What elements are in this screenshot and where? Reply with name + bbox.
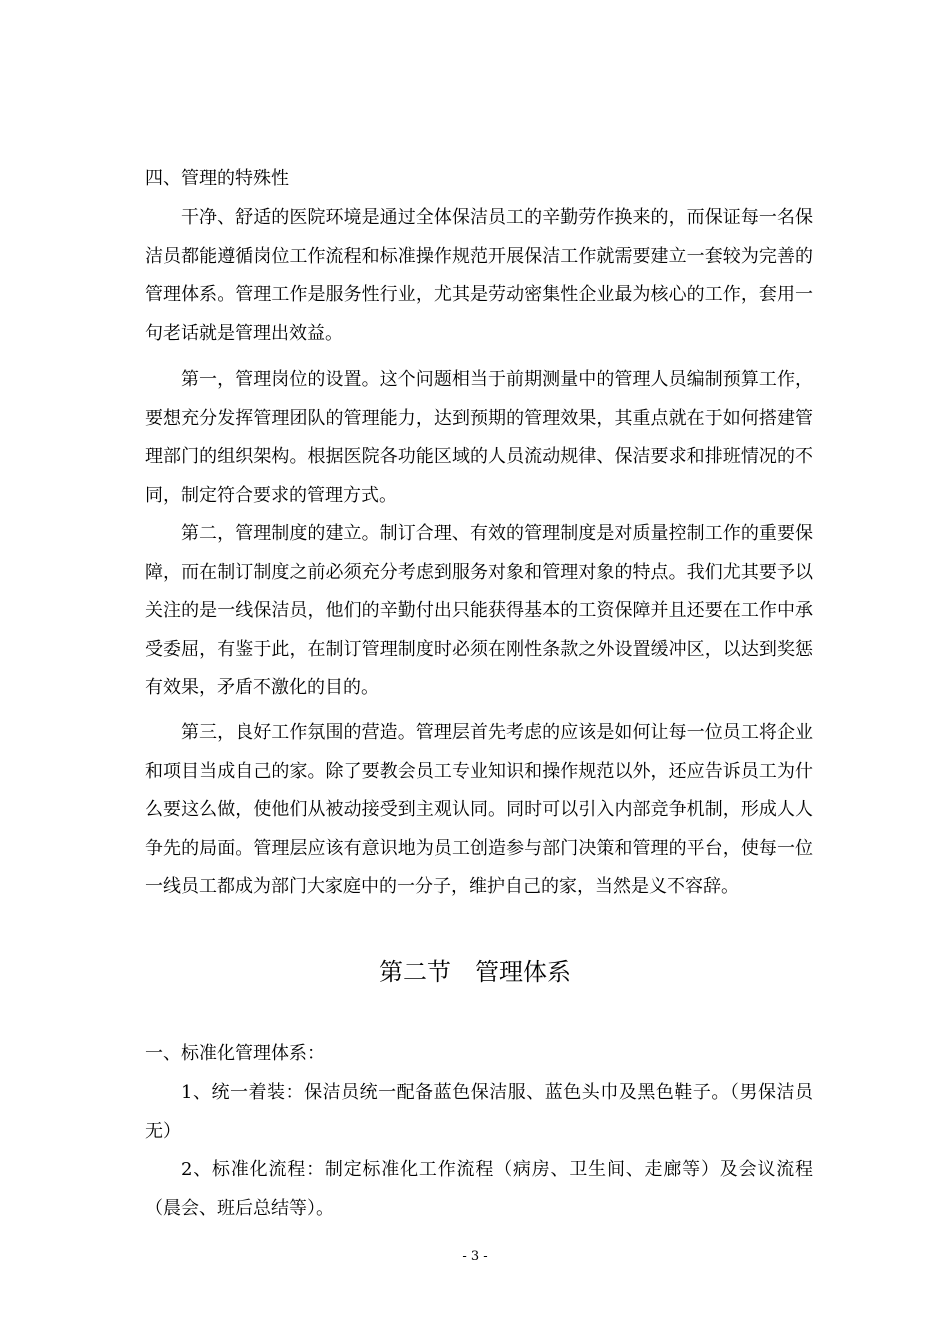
paragraph-first: 第一，管理岗位的设置。这个问题相当于前期测量中的管理人员编制预算工作，要想充分发挥管理团队的管理能力，达到预期的管理效果，其重点就在于如何搭建管理部门的组织架构。根据医院各功能区域的人员流动规律、保洁要求和排班情况的不同，制定符合要求的管理方式。 [145, 369, 813, 506]
page-number: - 3 - [462, 1249, 488, 1264]
section-title: 第二节 管理体系 [379, 958, 571, 986]
subheading-standardization: 一、标准化管理体系： [145, 1043, 325, 1064]
paragraph-second: 第二，管理制度的建立。制订合理、有效的管理制度是对质量控制工作的重要保障，而在制订制度之前必须充分考虑到服务对象和管理对象的特点。我们尤其要予以关注的是一线保洁员，他们的辛勤付出只能获得基本的工资保障并且还要在工作中承受委屈，有鉴于此，在制订管理制度时必须在刚性条款之外设置缓冲区，以达到奖惩有效果，矛盾不激化的目的。 [145, 523, 813, 698]
list-item-process: 2、标准化流程：制定标准化工作流程（病房、卫生间、走廊等）及会议流程（晨会、班后总结等）。 [145, 1159, 813, 1219]
paragraph-intro: 干净、舒适的医院环境是通过全体保洁员工的辛勤劳作换来的，而保证每一名保洁员都能遵循岗位工作流程和标准操作规范开展保洁工作就需要建立一套较为完善的管理体系。管理工作是服务性行业，尤其是劳动密集性企业最为核心的工作，套用一句老话就是管理出效益。 [145, 207, 813, 344]
list-item-uniform: 1、统一着装：保洁员统一配备蓝色保洁服、蓝色头巾及黑色鞋子。（男保洁员无） [145, 1082, 813, 1142]
paragraph-third: 第三，良好工作氛围的营造。管理层首先考虑的应该是如何让每一位员工将企业和项目当成自己的家。除了要教会员工专业知识和操作规范以外，还应告诉员工为什么要这么做，使他们从被动接受到主观认同。同时可以引入内部竞争机制，形成人人争先的局面。管理层应该有意识地为员工创造参与部门决策和管理的平台，使每一位一线员工都成为部门大家庭中的一分子，维护自己的家，当然是义不容辞。 [145, 722, 813, 897]
heading-four: 四、管理的特殊性 [145, 168, 289, 189]
